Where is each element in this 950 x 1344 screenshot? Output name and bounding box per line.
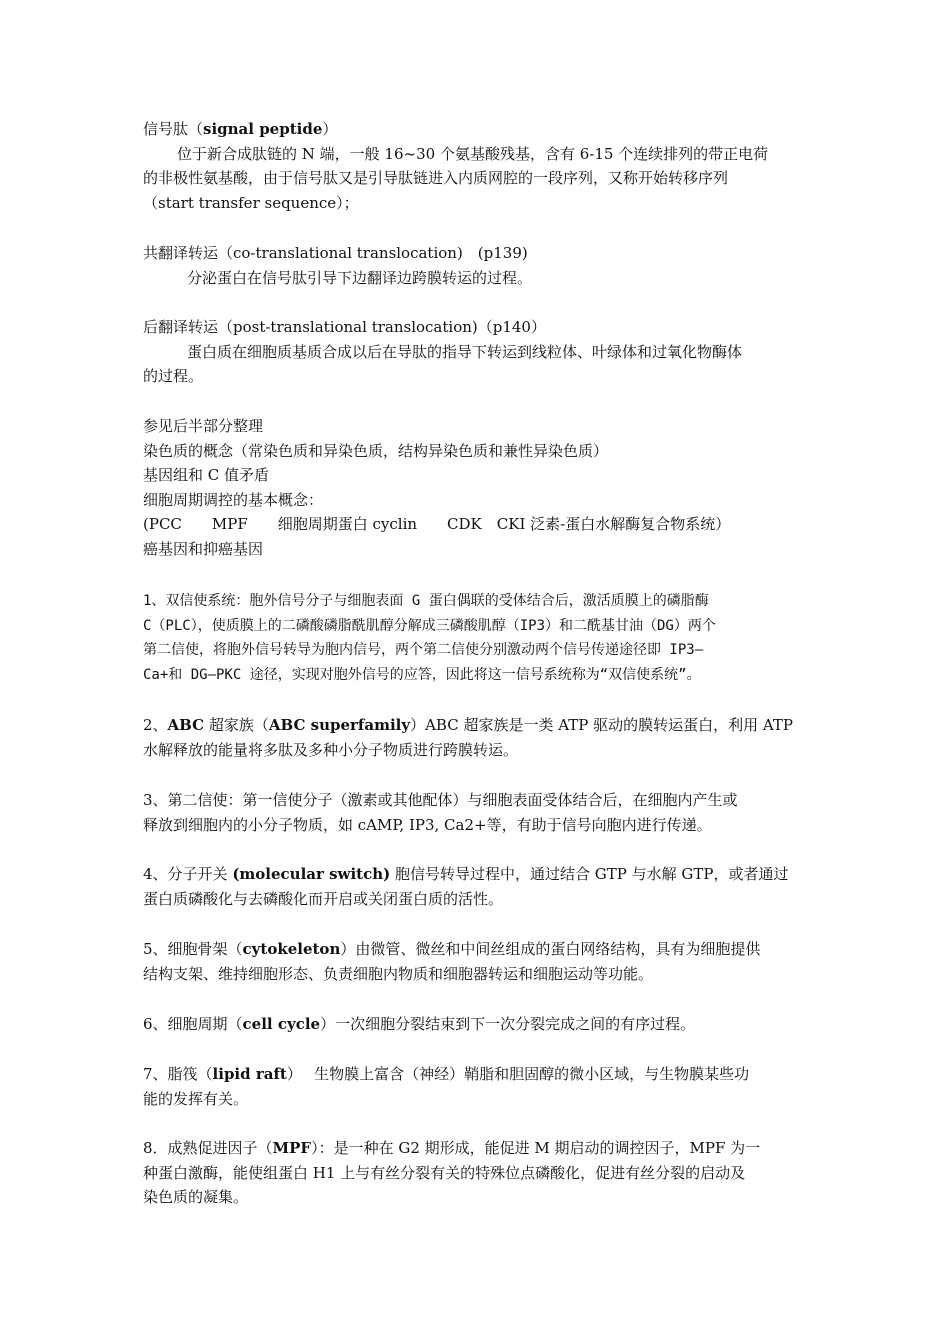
paragraph-line: 染色质的凝集。 bbox=[143, 1188, 249, 1206]
item-3-second-messenger bbox=[143, 788, 808, 837]
paragraph-line: 水解释放的能量将多肽及多种小分子物质进行跨膜转运。 bbox=[143, 740, 519, 759]
item-5-cytoskeleton bbox=[143, 937, 808, 986]
paragraph-line: 3、第二信使：第一信使分子（激素或其他配体）与细胞表面受体结合后，在细胞内产生或 bbox=[143, 791, 738, 809]
paragraph-line: 种蛋白激酶，能使组蛋白 H1 上与有丝分裂有关的特殊位点磷酸化，促进有丝分裂的启动及 bbox=[143, 1163, 746, 1182]
term-en: cytokeleton bbox=[242, 940, 341, 958]
paragraph-line: 7、脂筏（lipid raft） 生物膜上富含（神经）鞘脂和胆固醇的微小区域，与生物膜某些功 bbox=[143, 1065, 750, 1083]
list-line: 参见后半部分整理 bbox=[143, 417, 264, 435]
item-2-abc-superfamily bbox=[143, 713, 808, 762]
term-en: cell cycle bbox=[242, 1015, 321, 1033]
paragraph-line: 的过程。 bbox=[143, 367, 204, 385]
list-line: 癌基因和抑癌基因 bbox=[143, 539, 264, 558]
section-heading: 信号肽（signal peptide） bbox=[143, 120, 338, 138]
paragraph-line: （start transfer sequence）； bbox=[143, 193, 359, 212]
item-8-mpf bbox=[143, 1136, 808, 1210]
paragraph-line: 蛋白质在细胞质基质合成以后在导肽的指导下转运到线粒体、叶绿体和过氧化物酶体 bbox=[187, 342, 743, 361]
term-en: ABC bbox=[167, 716, 205, 734]
list-line: 细胞周期调控的基本概念： bbox=[143, 490, 324, 509]
paragraph-line: 5、细胞骨架（cytokeleton）由微管、微丝和中间丝组成的蛋白网络结构，具有为细胞提供 bbox=[143, 940, 761, 958]
item-1-dual-messenger bbox=[143, 589, 808, 687]
list-line: (PCC MPF 细胞周期蛋白 cyclin CDK CKI 泛素-蛋白水解酶复合物系统） bbox=[143, 515, 731, 533]
co-translational-section bbox=[143, 241, 808, 290]
paragraph-line: 的非极性氨基酸，由于信号肽又是引导肽链进入内质网腔的一段序列，又称开始转移序列 bbox=[143, 169, 729, 187]
paragraph-line: 位于新合成肽链的 N 端，一般 16~30 个氨基酸残基，含有 6-15 个连续排列的带正电荷 bbox=[177, 144, 769, 163]
paragraph-line: 分泌蛋白在信号肽引导下边翻译边跨膜转运的过程。 bbox=[187, 268, 533, 287]
paragraph-line: 结构支架、维持细胞形态、负责细胞内物质和细胞器转运和细胞运动等功能。 bbox=[143, 964, 654, 983]
paragraph-line: 第二信使，将胞外信号转导为胞内信号，两个第二信使分别激动两个信号传递途径即 IP3— bbox=[143, 642, 704, 658]
term-en: ABC superfamily bbox=[268, 716, 411, 734]
paragraph-line: 释放到细胞内的小分子物质，如 cAMP, IP3, Ca2+等，有助于信号向胞内进行传递。 bbox=[143, 815, 712, 834]
paragraph-line: 4、分子开关 (molecular switch) 胞信号转导过程中，通过结合 GTP 与水解 GTP，或者通过 bbox=[143, 865, 789, 883]
item-7-lipid-raft bbox=[143, 1062, 808, 1111]
term-en: signal peptide bbox=[203, 120, 323, 138]
paragraph-line: Ca+和 DG—PKC 途径，实现对胞外信号的应答，因此将这一信号系统称为“双信使系统”。 bbox=[143, 666, 701, 683]
section-heading: 共翻译转运（co-translational translocation) (p139) bbox=[143, 244, 528, 262]
paragraph-line: 6、细胞周期（cell cycle）一次细胞分裂结束到下一次分裂完成之间的有序过程。 bbox=[143, 1015, 696, 1033]
item-6-cell-cycle bbox=[143, 1012, 808, 1037]
paragraph-line: C（PLC），使质膜上的二磷酸磷脂酰肌醇分解成三磷酸肌醇（IP3）和二酰基甘油（DG）两个 bbox=[143, 617, 716, 634]
paragraph-line: 2、ABC 超家族（ABC superfamily）ABC 超家族是一类 ATP 驱动的膜转运蛋白，利用 ATP bbox=[143, 716, 793, 734]
section-heading: 后翻译转运（post-translational translocation)（p140） bbox=[143, 318, 546, 336]
paragraph-line: 能的发挥有关。 bbox=[143, 1089, 249, 1108]
paragraph-line: 8．成熟促进因子（MPF）：是一种在 G2 期形成，能促进 M 期启动的调控因子，MPF 为一 bbox=[143, 1139, 761, 1157]
list-line: 染色质的概念（常染色质和异染色质，结构异染色质和兼性异染色质） bbox=[143, 441, 609, 460]
item-4-molecular-switch bbox=[143, 862, 808, 911]
list-line: 基因组和 C 值矛盾 bbox=[143, 466, 270, 484]
paragraph-line: 1、双信使系统：胞外信号分子与细胞表面 G 蛋白偶联的受体结合后，激活质膜上的磷脂酶 bbox=[143, 593, 709, 609]
term-en: (molecular switch) bbox=[232, 865, 391, 883]
term-en: MPF bbox=[272, 1139, 312, 1157]
signal-peptide-section bbox=[143, 117, 808, 215]
paragraph-line: 蛋白质磷酸化与去磷酸化而开启或关闭蛋白质的活性。 bbox=[143, 889, 504, 908]
term-en: lipid raft bbox=[212, 1065, 287, 1083]
post-translational-section bbox=[143, 315, 808, 389]
reference-list-section bbox=[143, 414, 808, 561]
